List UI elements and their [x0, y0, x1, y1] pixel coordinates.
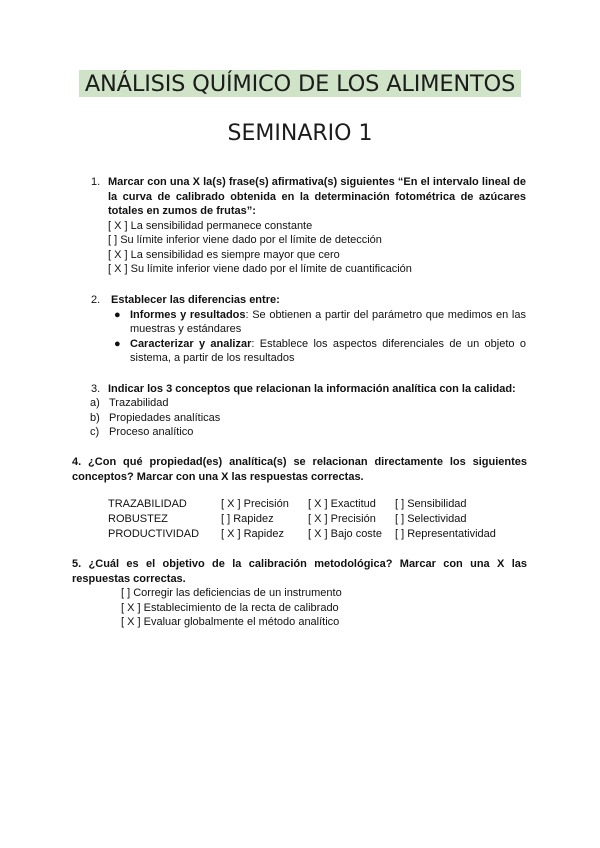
option-cell: [ ] Representatividad	[395, 528, 496, 540]
question-1-number: 1.	[91, 176, 101, 188]
option-cell: [ ] Selectividad	[395, 513, 467, 525]
concept-cell: ROBUSTEZ	[108, 513, 168, 525]
table-row	[108, 513, 528, 528]
option-cell: [ X ] Rapidez	[221, 528, 284, 540]
question-1-text: Marcar con una X la(s) frase(s) afirmativa(s) siguientes “En el intervalo lineal de la curva de calibrado obtenida en la determinación fotométrica de azúcares totales en zumos de frutas”:	[108, 176, 526, 217]
option-cell: [ X ] Exactitud	[308, 498, 376, 510]
answer-label: b)	[90, 411, 100, 424]
option-cell: [ ] Rapidez	[221, 513, 274, 525]
document-title: ANÁLISIS QUÍMICO DE LOS ALIMENTOS	[79, 70, 521, 97]
question-1-option: [ X ] La sensibilidad permanece constante	[108, 219, 313, 232]
option-cell: [ X ] Precisión	[308, 513, 376, 525]
answer-label: c)	[90, 426, 100, 438]
question-3-answers	[90, 396, 390, 440]
question-3	[91, 382, 531, 397]
question-2-item	[108, 337, 526, 366]
question-1	[91, 175, 526, 277]
concept-cell: PRODUCTIVIDAD	[108, 528, 200, 540]
answer-row	[90, 396, 390, 411]
document-subtitle: SEMINARIO 1	[227, 121, 373, 146]
question-3-text: Indicar los 3 conceptos que relacionan la información analítica con la calidad:	[108, 383, 516, 395]
answer-row	[90, 425, 390, 440]
question-1-option: [ X ] La sensibilidad es siempre mayor que cero	[108, 248, 340, 261]
question-2-description: : Establece los aspectos diferenciales de un objeto o sistema, a partir de los resultados	[130, 337, 526, 364]
question-2-text: Establecer las diferencias entre:	[111, 294, 280, 306]
option-cell: [ X ] Precisión	[221, 498, 289, 510]
question-4-text: 4. ¿Con qué propiedad(es) analítica(s) se relacionan directamente los siguientes conceptos? Marcar con una X las respuestas correctas.	[72, 456, 527, 483]
question-2-item	[108, 308, 526, 337]
answer-text: Proceso analítico	[109, 426, 194, 438]
question-4-table	[108, 498, 528, 543]
question-5-option: [ X ] Evaluar globalmente el método analítico	[121, 616, 340, 628]
question-2	[91, 293, 526, 366]
answer-text: Propiedades analíticas	[109, 411, 221, 424]
answer-row	[90, 411, 390, 426]
answer-label: a)	[90, 397, 100, 409]
question-5-options	[121, 586, 471, 630]
bullet-icon: ●	[114, 308, 121, 321]
concept-cell: TRAZABILIDAD	[108, 498, 187, 510]
question-5-option: [ X ] Establecimiento de la recta de calibrado	[121, 601, 339, 614]
question-2-number: 2.	[91, 294, 101, 306]
bullet-icon: ●	[114, 337, 121, 350]
option-cell: [ ] Sensibilidad	[395, 498, 467, 510]
answer-text: Trazabilidad	[109, 397, 169, 409]
question-2-term: Caracterizar y analizar	[130, 337, 252, 350]
question-2-description: : Se obtienen a partir del parámetro que medimos en las muestras y estándares	[130, 308, 526, 335]
question-5-text: 5. ¿Cuál es el objetivo de la calibración metodológica? Marcar con una X las respuestas correctas.	[72, 558, 527, 585]
question-1-option: [ X ] Su límite inferior viene dado por el límite de cuantificación	[108, 263, 412, 275]
table-row	[108, 498, 528, 513]
title-wrapper	[0, 70, 600, 97]
question-5-option: [ ] Corregir las deficiencias de un instrumento	[121, 587, 342, 599]
question-1-option: [ ] Su límite inferior viene dado por el límite de detección	[108, 234, 382, 246]
table-row	[108, 528, 528, 543]
option-cell: [ X ] Bajo coste	[308, 528, 382, 540]
question-2-term: Informes y resultados	[130, 308, 246, 321]
question-3-number: 3.	[91, 383, 101, 395]
